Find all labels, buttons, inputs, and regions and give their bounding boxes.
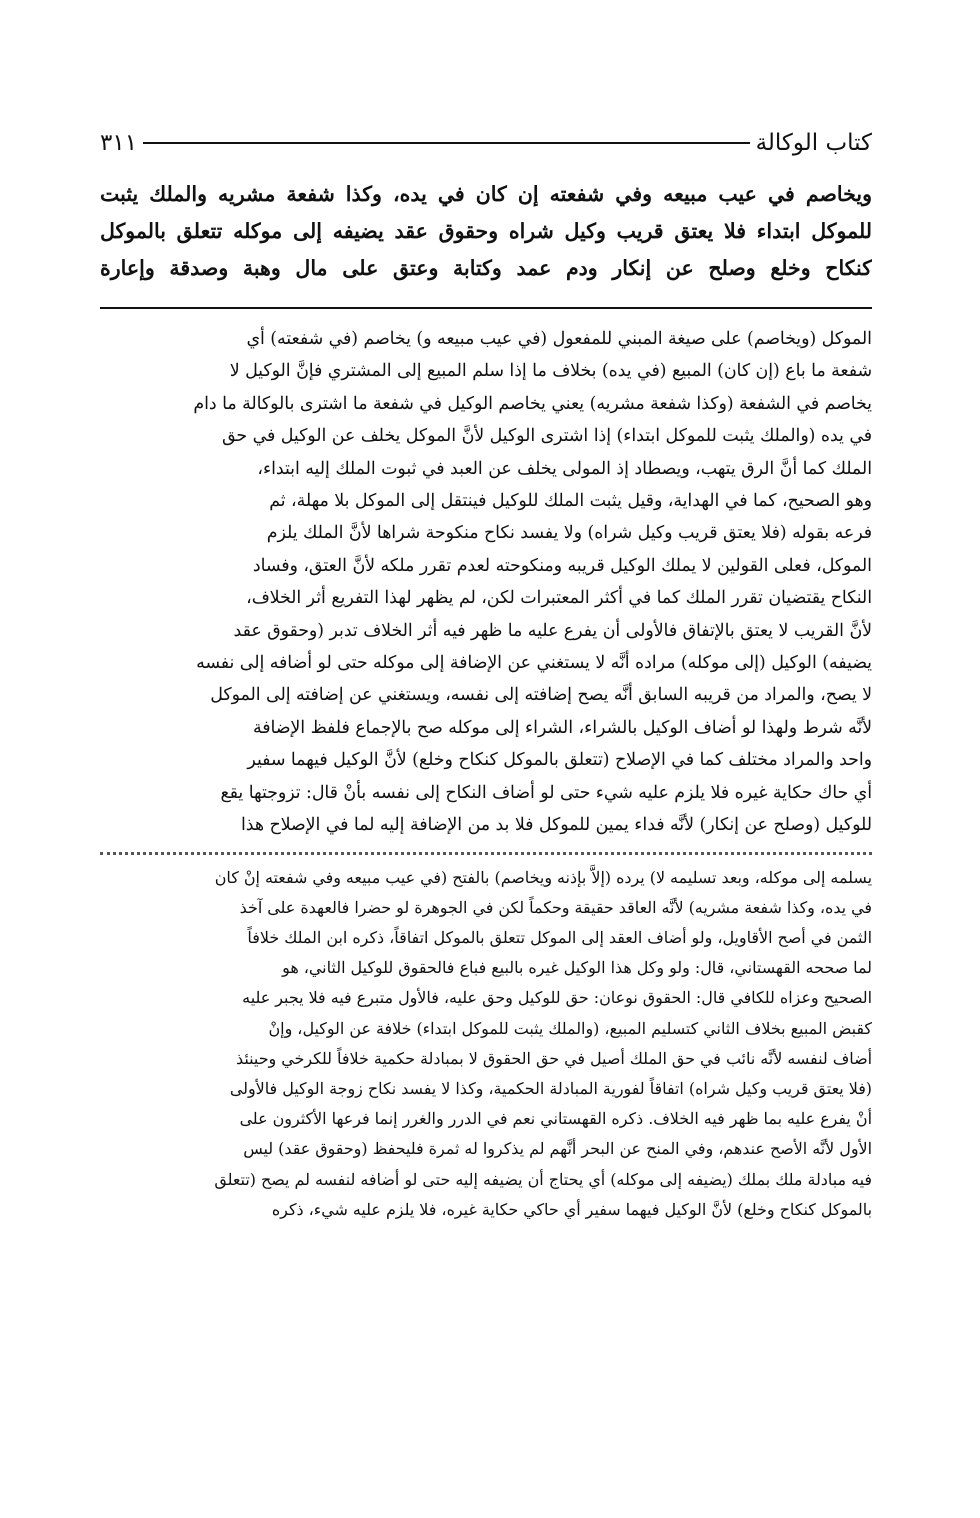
footnote-line: يسلمه إلى موكله، وبعد تسليمه لا) يرده (إلاَّ بإذنه ويخاصم) بالفتح (في عيب مبيعه وفي شفعته إنْ كان [214,867,872,887]
header-rule [143,142,750,144]
footnote-line: أضاف لنفسه لأنَّه نائب في حق الملك أصيل في حق الحقوق لا بمبادلة حكمية خلافاً للكرخي وحينئذ [236,1048,872,1068]
commentary-line: يضيفه) الوكيل (إلى موكله) مراده أنَّه لا يستغني عن الإضافة إلى موكله حتى لو أضافه إلى نفسه [196,653,872,674]
footnote-line: فيه مبادلة ملك بملك (يضيفه إلى موكله) أي يحتاج أن يضيفه إليه حتى لو أضافه لنفسه لم يصح (تتعلق [214,1169,872,1189]
footnote-divider [100,852,872,855]
main-text [100,176,872,287]
commentary-line: أي حاك حكاية غيره فلا يلزم عليه شيء حتى لو أضاف النكاح إلى نفسه بأنْ قال: تزوجتها يقع [220,782,872,803]
chapter-title: كتاب الوكالة [755,130,872,156]
footnote-line: الثمن في أصح الأقاويل، ولو أضاف العقد إلى الموكل تتعلق بالموكل اتفاقاً، ذكره ابن الملك خلافاً [247,927,872,947]
commentary-line: للوكيل (وصلح عن إنكار) لأنَّه فداء يمين للموكل فلا بد من الإضافة إليه لما في الإصلاح هذا [240,815,872,836]
commentary-line: لا يصح، والمراد من قريبه السابق أنَّه يصح إضافته إلى نفسه، ويستغني عن إضافته إلى الموكل [210,685,872,706]
footnote-line: كقبض المبيع بخلاف الثاني كتسليم المبيع، (والملك يثبت للموكل ابتداء) خلافة عن الوكيل، وإنْ [268,1018,872,1038]
footnote-line: (فلا يعتق قريب وكيل شراه) اتفاقاً لفورية المبادلة الحكمية، وكذا لا يفسد نكاح زوجة الوكيل فالأولى [229,1078,872,1098]
footnote-line: بالموكل كنكاح وخلع) لأنَّ الوكيل فيهما سفير أي حاكي حكاية غيره، فلا يلزم عليه شيء، ذكره [271,1199,872,1219]
running-header [100,118,872,168]
main-text-line: ويخاصم في عيب مبيعه وفي شفعته إن كان في يده، وكذا شفعة مشريه والملك يثبت [100,182,872,206]
footnote-line: الأول لأنَّه الأصح عندهم، وفي المنح عن البحر أنَّهم لم يذكروا له ثمرة فليحفظ (وحقوق عقد) ليس [243,1139,872,1159]
commentary-divider [100,307,872,309]
commentary-line: الملك كما أنَّ الرق يتهب، ويصطاد إذ المولى يخلف عن العبد في ثبوت الملك إليه ابتداء، [257,458,872,479]
commentary-line: وهو الصحيح، كما في الهداية، وقيل يثبت الملك للوكيل فينتقل إلى الموكل بلا مهلة، ثم [269,491,872,512]
commentary-line: النكاح يقتضيان تقرر الملك كما في أكثر المعتبرات لكن، لم يظهر لهذا التفريع أثر الخلاف، [246,588,872,609]
commentary-line: فرعه بقوله (فلا يعتق قريب وكيل شراه) ولا يفسد نكاح منكوحة شراها لأنَّ الملك يلزم [266,523,872,544]
footnote-line: أنْ يفرع عليه بما ظهر فيه الخلاف. ذكره القهستاني نعم في الدرر والغرر إنما فرعها الأكثرون على [239,1109,872,1129]
commentary-line: الموكل (ويخاصم) على صيغة المبني للمفعول (في عيب مبيعه و) يخاصم (في شفعته) أي [246,329,872,349]
main-text-line: للموكل ابتداء فلا يعتق قريب وكيل شراه وحقوق عقد يضيفه إلى موكله تتعلق بالموكل [100,219,872,243]
commentary-line: واحد والمراد مختلف كما في الإصلاح (تتعلق بالموكل كنكاح وخلع) لأنَّ الوكيل فيهما سفير [247,750,872,771]
footnote-line: الصحيح وعزاه للكافي قال: الحقوق نوعان: حق للوكيل وحق عليه، فالأول متبرع فيه فلا يجبر عليه [242,988,872,1008]
commentary [100,323,872,842]
commentary-line: في يده (والملك يثبت للموكل ابتداء) إذا اشترى الوكيل لأنَّ الموكل يخلف عن الوكيل في حق [222,426,872,447]
footnote-line: في يده، وكذا شفعة مشريه) لأنَّه العاقد حقيقة وحكماً لكن في الجوهرة لو حضرا فالعهدة على آخذ [239,897,872,917]
page-number: ٣١١ [100,130,138,156]
commentary-line: لأنَّ القريب لا يعتق بالإتفاق فالأولى أن يفرع عليه ما ظهر فيه أثر الخلاف تدبر (وحقوق عقد [233,620,872,641]
footnote-line: لما صححه القهستاني، قال: ولو وكل هذا الوكيل غيره بالبيع فباع فالحقوق للوكيل الثاني، هو [282,958,872,978]
commentary-line: الموكل، فعلى القولين لا يملك الوكيل قريبه ومنكوحته لعدم تقرر ملكه لأنَّ العتق، وفساد [252,555,872,576]
footnote-commentary [100,863,872,1225]
main-text-line: كنكاح وخلع وصلح عن إنكار ودم عمد وكتابة وعتق على مال وهبة وصدقة وإعارة [100,256,872,280]
commentary-line: لأنَّه شرط ولهذا لو أضاف الوكيل بالشراء، الشراء إلى موكله صح بالإجماع فلفظ الإضافة [252,717,872,738]
commentary-line: شفعة ما باع (إن كان) المبيع (في يده) بخلاف ما إذا سلم المبيع إلى المشتري فإنَّ الوكيل لا [229,361,872,382]
commentary-line: يخاصم في الشفعة (وكذا شفعة مشريه) يعني يخاصم الوكيل في شفعة ما اشترى بالوكالة ما دام [193,393,872,414]
